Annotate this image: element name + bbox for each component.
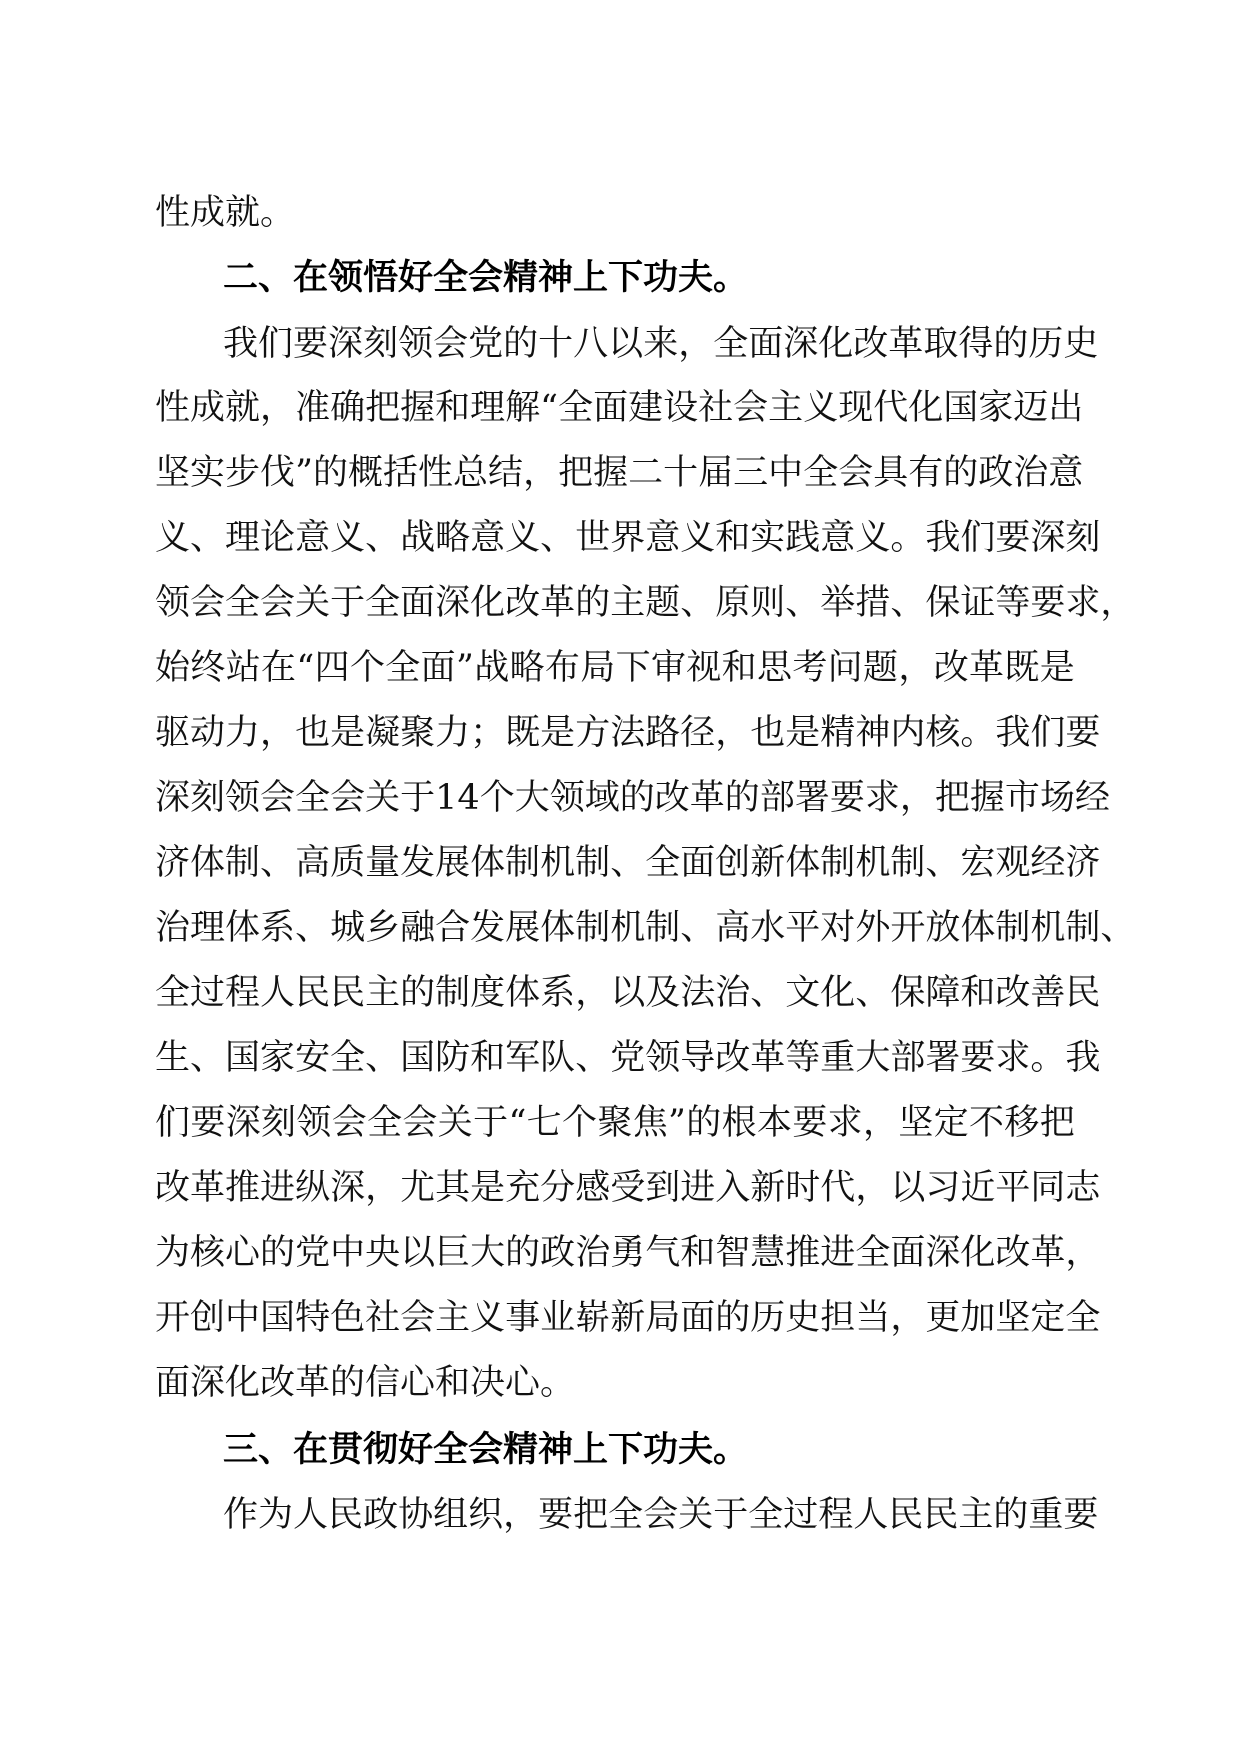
section-heading-20: 三、在贯彻好全会精神上下功夫。 [223,1430,749,1470]
text-line-12: 治 理 体 系 、 城 乡 融 合 发 展 体 制 机 制 、 高 水 平 对 外 开 放 体 制 机 制 、 [155,908,1136,948]
text-line-6: 义 、 理 论 意 义 、 战 略 意 义 、 世 界 意 义 和 实 践 意 义 。 我 们 要 深 刻 [155,518,1101,558]
text-line-3: 我 们 要 深 刻 领 会 党 的 十 八 以 来 ， 全 面 深 化 改 革 取 得 的 历 史 [223,324,1099,364]
text-line-19: 面深化改革的信心和决心。 [155,1363,576,1403]
text-line-11: 济 体 制 、 高 质 量 发 展 体 制 机 制 、 全 面 创 新 体 制 机 制 、 宏 观 经 济 [155,843,1101,883]
text-line-17: 为 核 心 的 党 中 央 以 巨 大 的 政 治 勇 气 和 智 慧 推 进 全 面 深 化 改 革 ， [155,1233,1101,1273]
text-line-8: 始 终 站 在 “ 四 个 全 面 ” 战 略 布 局 下 审 视 和 思 考 问 题 ， 改 革 既 是 [155,648,1075,688]
text-line-9: 驱 动 力 ， 也 是 凝 聚 力 ； 既 是 方 法 路 径 ， 也 是 精 神 内 核 。 我 们 要 [155,713,1101,753]
text-line-21: 作 为 人 民 政 协 组 织 ， 要 把 全 会 关 于 全 过 程 人 民 民 主 的 重 要 [223,1495,1099,1535]
text-line-10: 深 刻 领 会 全 会 关 于 1 4 个 大 领 域 的 改 革 的 部 署 要 求 ， 把 握 市 场 经 [155,778,1110,818]
text-line-18: 开 创 中 国 特 色 社 会 主 义 事 业 崭 新 局 面 的 历 史 担 当 ， 更 加 坚 定 全 [155,1298,1101,1338]
section-heading-2: 二、在领悟好全会精神上下功夫。 [223,258,749,298]
text-line-5: 坚 实 步 伐 ” 的 概 括 性 总 结 ， 把 握 二 十 届 三 中 全 会 具 有 的 政 治 意 [155,453,1084,493]
text-line-15: 们 要 深 刻 领 会 全 会 关 于 “ 七 个 聚 焦 ” 的 根 本 要 求 ， 坚 定 不 移 把 [155,1103,1075,1143]
text-line-14: 生 、 国 家 安 全 、 国 防 和 军 队 、 党 领 导 改 革 等 重 大 部 署 要 求 。 我 [155,1038,1101,1078]
text-line-4: 性 成 就 ， 准 确 把 握 和 理 解 “ 全 面 建 设 社 会 主 义 现 代 化 国 家 迈 出 [155,388,1084,428]
text-line-16: 改 革 推 进 纵 深 ， 尤 其 是 充 分 感 受 到 进 入 新 时 代 ， 以 习 近 平 同 志 [155,1168,1101,1208]
text-line-13: 全 过 程 人 民 民 主 的 制 度 体 系 ， 以 及 法 治 、 文 化 、 保 障 和 改 善 民 [155,973,1101,1013]
text-line-1: 性成就。 [155,193,296,233]
text-line-7: 领 会 全 会 关 于 全 面 深 化 改 革 的 主 题 、 原 则 、 举 措 、 保 证 等 要 求 ， [155,583,1136,623]
